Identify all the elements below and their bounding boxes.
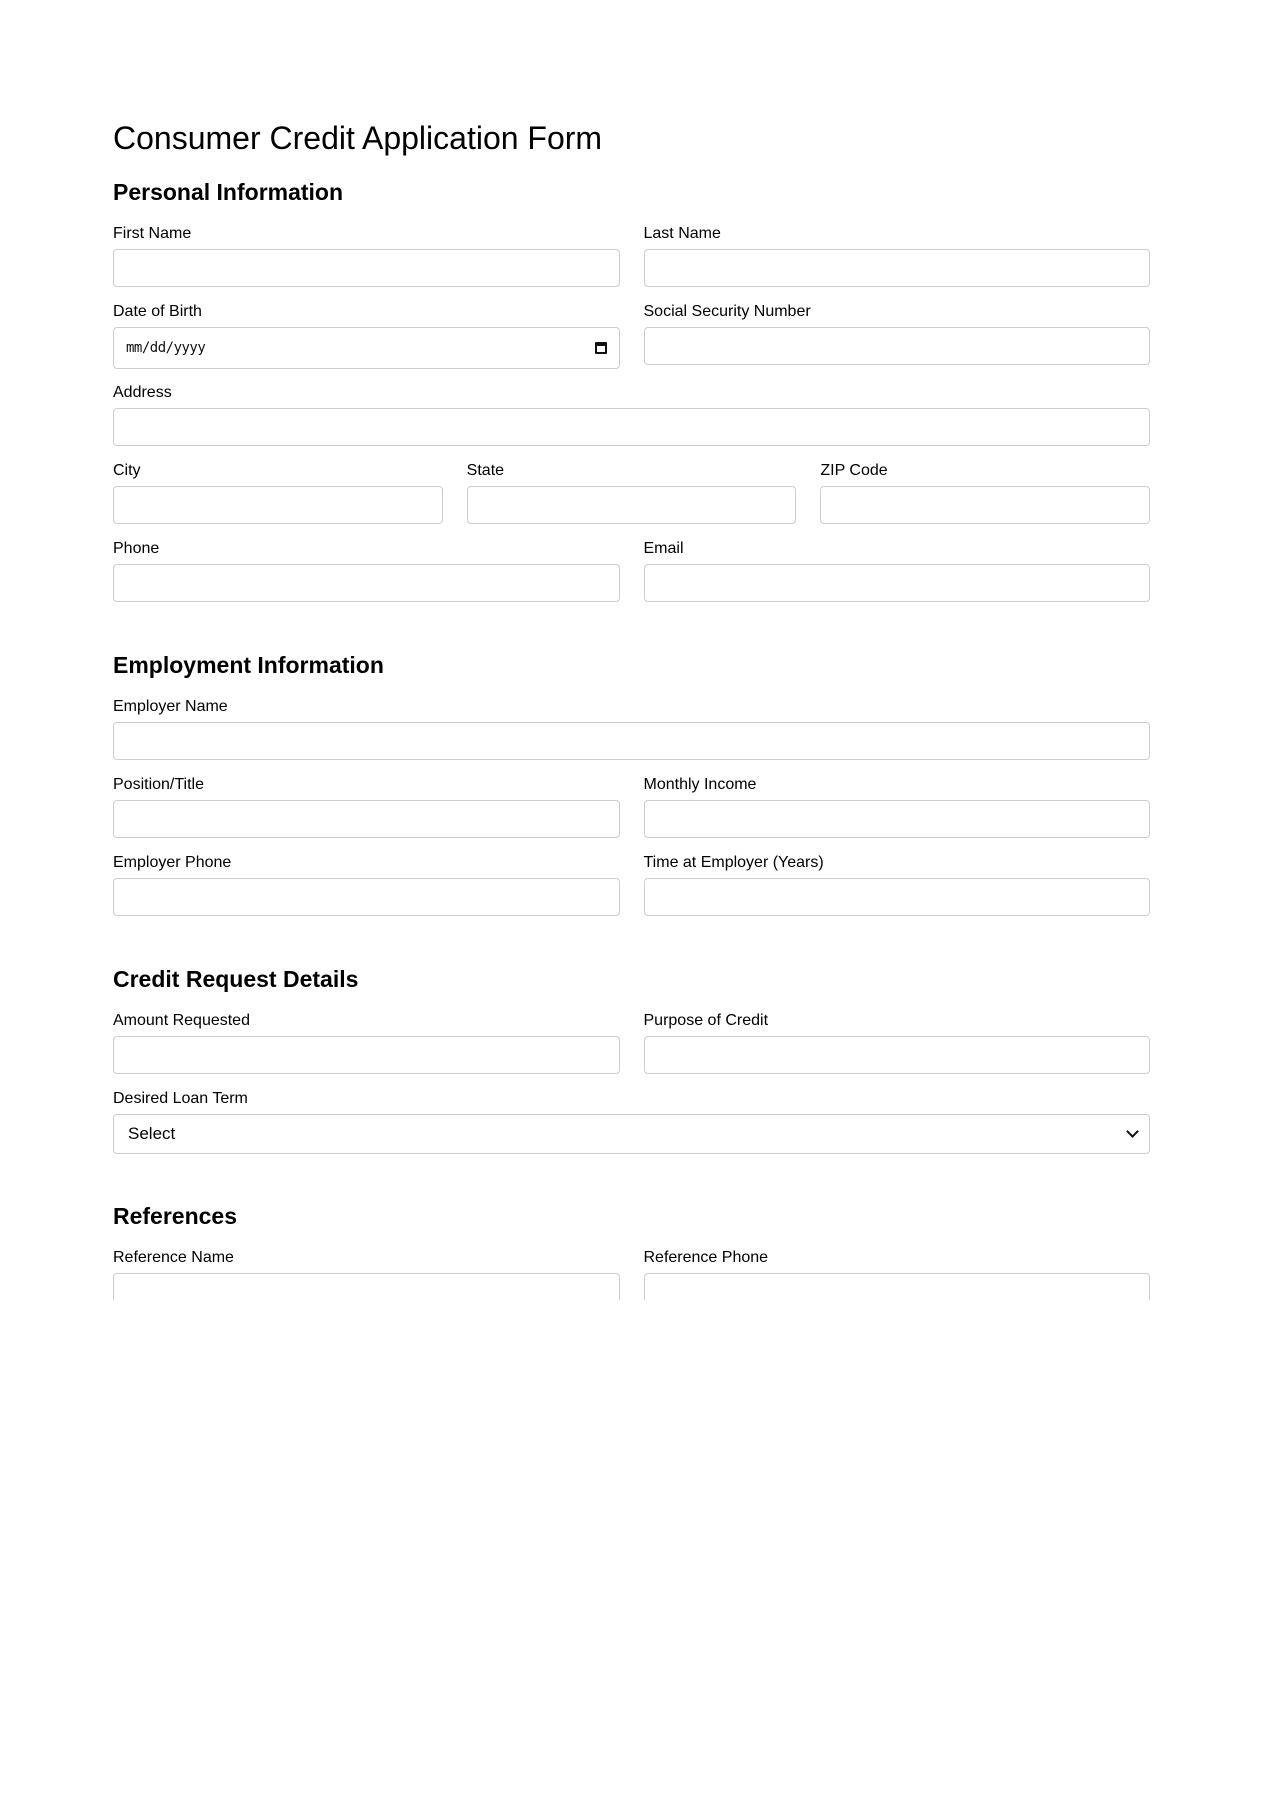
reference-phone-input[interactable] (644, 1273, 1151, 1300)
employer-name-input[interactable] (113, 722, 1150, 760)
row-reference-labels (113, 1249, 1150, 1273)
state-label: State (466, 462, 505, 479)
row-amount-purpose (113, 1012, 1150, 1074)
row-address (113, 384, 1150, 446)
loan-term-label: Desired Loan Term (113, 1090, 248, 1107)
phone-input[interactable] (113, 564, 620, 602)
row-phone-email (113, 540, 1150, 602)
reference-phone-label: Reference Phone (643, 1249, 769, 1266)
field-monthly-income (644, 776, 1151, 838)
row-employer-name (113, 698, 1150, 760)
field-employer-phone (113, 854, 620, 916)
dob-label: Date of Birth (113, 303, 202, 320)
dob-input[interactable] (113, 327, 620, 369)
email-label: Email (643, 540, 684, 557)
field-reference-phone (644, 1249, 1151, 1273)
time-at-employer-input[interactable] (644, 878, 1151, 916)
field-reference-name (113, 1249, 620, 1273)
field-state (467, 462, 797, 524)
city-label: City (113, 462, 141, 479)
row-loan-term (113, 1090, 1150, 1154)
field-amount (113, 1012, 620, 1074)
section-heading-credit: Credit Request Details (113, 966, 359, 992)
first-name-input[interactable] (113, 249, 620, 287)
field-first-name (113, 225, 620, 287)
row-name (113, 225, 1150, 287)
field-phone (113, 540, 620, 602)
field-city (113, 462, 443, 524)
field-employer-name (113, 698, 1150, 760)
position-input[interactable] (113, 800, 620, 838)
field-purpose (644, 1012, 1151, 1074)
section-heading-personal: Personal Information (113, 179, 344, 205)
amount-label: Amount Requested (113, 1012, 250, 1029)
ssn-label: Social Security Number (643, 303, 811, 320)
field-position (113, 776, 620, 838)
field-address (113, 384, 1150, 446)
calendar-icon[interactable] (595, 342, 607, 354)
last-name-input[interactable] (644, 249, 1151, 287)
address-label: Address (113, 384, 172, 401)
section-heading-employment: Employment Information (113, 652, 384, 678)
field-ssn (644, 303, 1151, 369)
field-email (644, 540, 1151, 602)
section-heading-references: References (113, 1203, 238, 1229)
employer-phone-label: Employer Phone (113, 854, 232, 871)
monthly-income-label: Monthly Income (643, 776, 757, 793)
last-name-label: Last Name (643, 225, 721, 242)
city-input[interactable] (113, 486, 443, 524)
purpose-label: Purpose of Credit (643, 1012, 769, 1029)
row-reference-inputs-clipped (113, 1273, 1150, 1300)
row-employer-phone-time (113, 854, 1150, 916)
loan-term-select[interactable] (113, 1114, 1150, 1154)
chevron-down-icon (1126, 1125, 1139, 1138)
field-dob (113, 303, 620, 369)
zip-input[interactable] (820, 486, 1150, 524)
row-city-state-zip (113, 462, 1150, 524)
row-position-income (113, 776, 1150, 838)
reference-name-input[interactable] (113, 1273, 620, 1300)
dob-placeholder: mm/dd/yyyy (126, 340, 206, 356)
ssn-input[interactable] (644, 327, 1151, 365)
employer-name-label: Employer Name (113, 698, 228, 715)
phone-label: Phone (113, 540, 160, 557)
reference-name-label: Reference Name (113, 1249, 234, 1266)
time-at-employer-label: Time at Employer (Years) (643, 854, 824, 871)
row-dob-ssn (113, 303, 1150, 369)
amount-input[interactable] (113, 1036, 620, 1074)
monthly-income-input[interactable] (644, 800, 1151, 838)
position-label: Position/Title (113, 776, 204, 793)
purpose-input[interactable] (644, 1036, 1151, 1074)
field-time-at-employer (644, 854, 1151, 916)
page-title: Consumer Credit Application Form (113, 120, 603, 156)
zip-label: ZIP Code (820, 462, 888, 479)
state-input[interactable] (467, 486, 797, 524)
field-last-name (644, 225, 1151, 287)
address-input[interactable] (113, 408, 1150, 446)
field-zip (820, 462, 1150, 524)
employer-phone-input[interactable] (113, 878, 620, 916)
email-input[interactable] (644, 564, 1151, 602)
field-loan-term (113, 1090, 1150, 1154)
loan-term-selected-value: Select (128, 1124, 176, 1143)
first-name-label: First Name (113, 225, 192, 242)
